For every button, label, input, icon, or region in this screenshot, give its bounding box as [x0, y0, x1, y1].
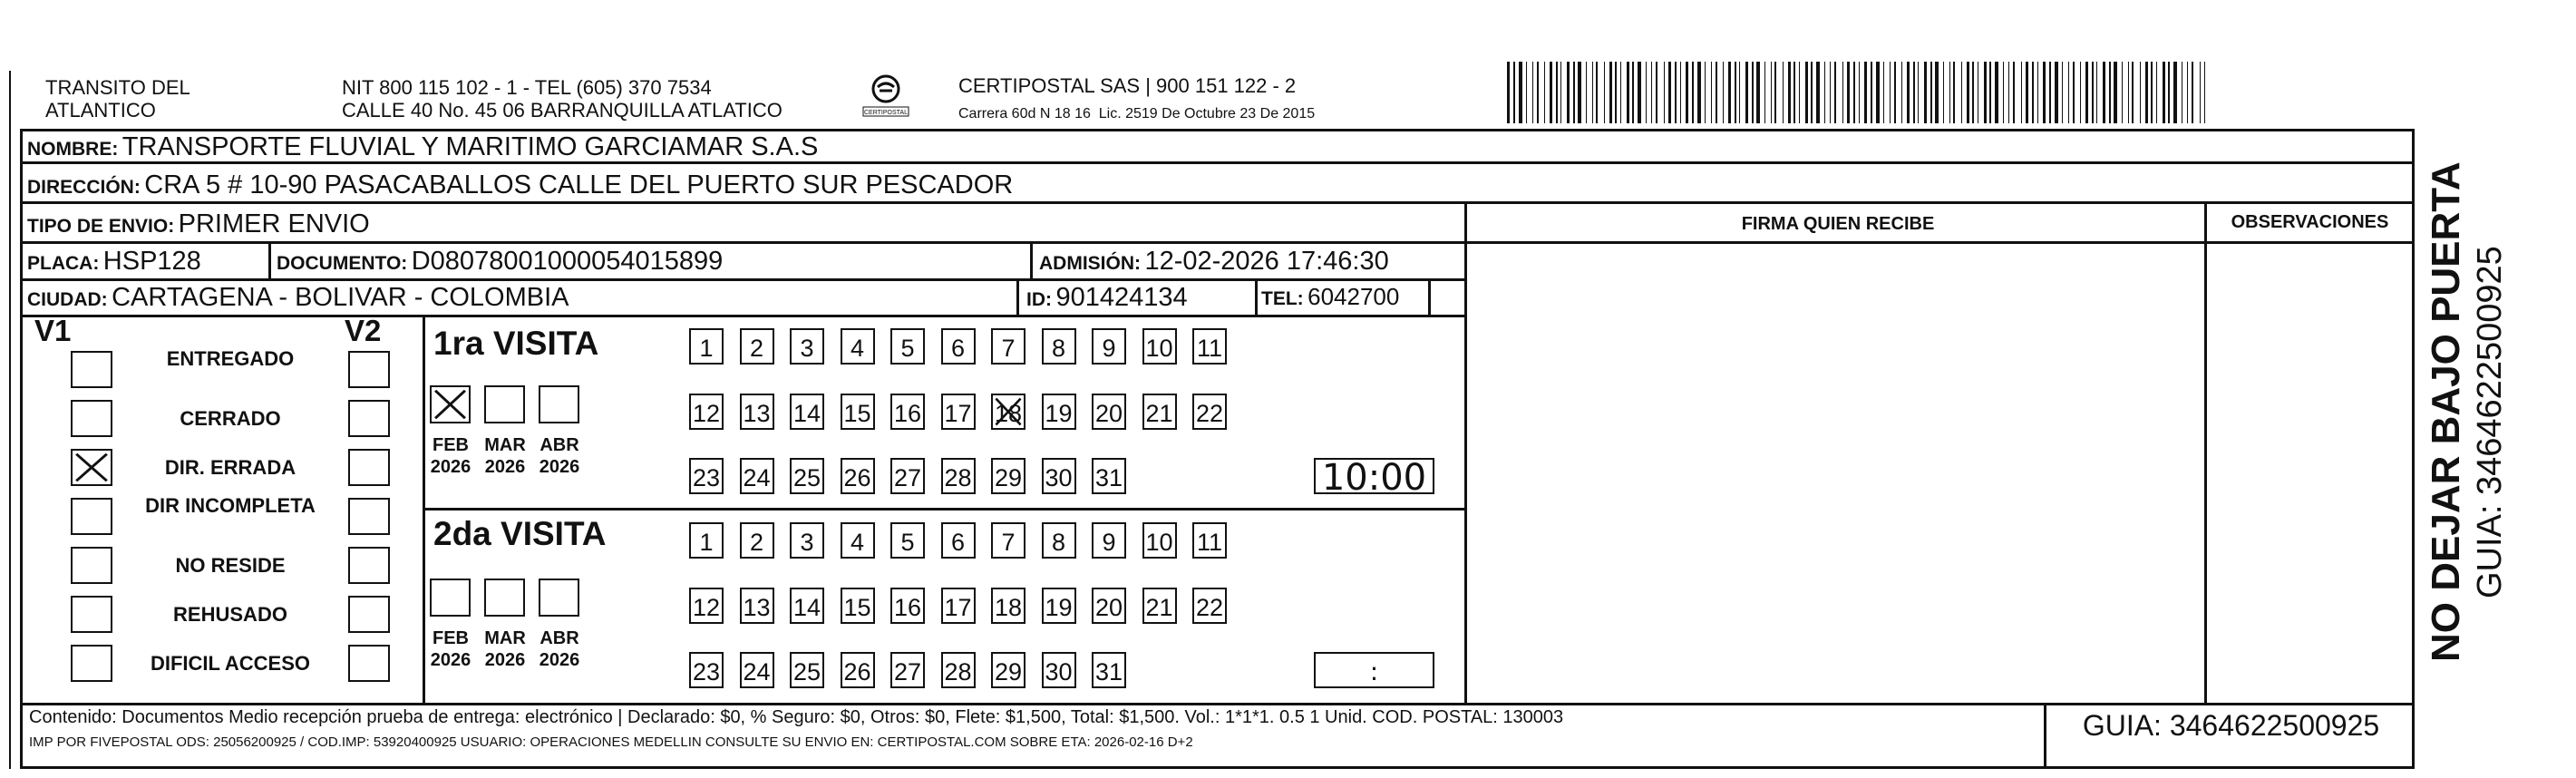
tipo-label: TIPO DE ENVIO: [27, 216, 175, 237]
contenido-line: Contenido: Documentos Medio recepción prueba de entrega: electrónico | Declarado: $0, % Seguro: $0, Otros: $0, Flete: $1,500, Total: $1,500. Vol.: 1*1*1. 0.5 1 Unid. COD. POSTAL: 130003 [29, 707, 1564, 727]
footer-guia: GUIA: 3464622500925 [2082, 709, 2380, 742]
month-label [478, 627, 532, 671]
firma-header: FIRMA QUIEN RECIBE [1741, 214, 1935, 234]
v1-checkbox[interactable] [71, 449, 112, 486]
documento-label: DOCUMENTO: [277, 253, 408, 274]
time-box[interactable]: 10:00 [1314, 458, 1434, 494]
imp-line: IMP POR FIVEPOSTAL ODS: 25056200925 / COD.IMP: 53920400925 USUARIO: OPERACIONES MEDELLIN CONSULTE SU ENVIO EN: CERTIPOSTAL.COM SOBRE ETA: 2026-02-16 D+2 [29, 734, 1193, 750]
side-guia: GUIA: 3464622500925 [2471, 246, 2509, 598]
month-checkbox[interactable] [430, 385, 471, 423]
day-box[interactable]: 26 [841, 458, 875, 494]
day-box[interactable]: 30 [1042, 652, 1076, 688]
month-name: FEB [433, 628, 469, 648]
line-row4 [20, 278, 1465, 281]
day-box[interactable]: 6 [941, 522, 976, 559]
certipostal-logo [858, 71, 914, 122]
tel-value: 6042700 [1307, 283, 1400, 310]
v2-checkbox[interactable] [348, 547, 390, 584]
month-label [532, 627, 587, 671]
barcode [1507, 62, 2205, 123]
day-box[interactable]: 26 [841, 652, 875, 688]
day-box[interactable]: 24 [740, 652, 774, 688]
line-row5 [20, 315, 1465, 317]
day-box[interactable]: 4 [841, 328, 875, 365]
month-label [423, 434, 478, 478]
v1-checkbox[interactable] [71, 400, 112, 437]
v2-checkbox[interactable] [348, 351, 390, 388]
day-box[interactable]: 18 [991, 394, 1026, 430]
side-warning: NO DEJAR BAJO PUERTA [2424, 161, 2468, 662]
line-footer [20, 703, 2415, 705]
day-box[interactable]: 15 [841, 588, 875, 624]
status-label: NO RESIDE [175, 554, 286, 577]
day-box[interactable]: 12 [689, 394, 724, 430]
day-box[interactable]: 31 [1092, 458, 1126, 494]
v1-checkbox[interactable] [71, 645, 112, 682]
status-label: REHUSADO [173, 603, 287, 626]
left-edge-mark [9, 71, 11, 769]
day-box[interactable]: 27 [890, 652, 925, 688]
month-year: 2026 [539, 650, 580, 670]
day-box[interactable]: 10 [1142, 522, 1177, 559]
day-box[interactable]: 2 [740, 328, 774, 365]
month-label [423, 627, 478, 671]
month-year: 2026 [539, 457, 580, 477]
v1-checkbox[interactable] [71, 498, 112, 535]
v1-checkbox[interactable] [71, 547, 112, 584]
month-label [532, 434, 587, 478]
id-cell [1026, 283, 1188, 313]
day-box[interactable]: 31 [1092, 652, 1126, 688]
status-label: DIFICIL ACCESO [150, 652, 310, 675]
month-name: FEB [433, 435, 469, 455]
month-checkbox[interactable] [539, 579, 579, 617]
day-box[interactable]: 17 [941, 588, 976, 624]
v1-checkbox[interactable] [71, 351, 112, 388]
id-value: 901424134 [1055, 283, 1188, 312]
day-box[interactable]: 7 [991, 522, 1026, 559]
frame-bottom [20, 766, 2415, 769]
day-box[interactable]: 4 [841, 522, 875, 559]
day-box[interactable]: 19 [1042, 588, 1076, 624]
address-line: CALLE 40 No. 45 06 BARRANQUILLA ATLATICO [342, 99, 783, 122]
day-box[interactable]: 25 [790, 652, 824, 688]
v1-checkbox[interactable] [71, 596, 112, 633]
status-label: CERRADO [180, 407, 281, 430]
v2-checkbox[interactable] [348, 596, 390, 633]
admision-cell [1039, 247, 1389, 277]
frame-right [2412, 129, 2415, 768]
day-box[interactable]: 29 [991, 652, 1026, 688]
day-box[interactable]: 10 [1142, 328, 1177, 365]
direccion-value: CRA 5 # 10-90 PASACABALLOS CALLE DEL PUERTO SUR PESCADOR [144, 170, 1014, 199]
month-checkbox[interactable] [430, 579, 471, 617]
day-box[interactable]: 19 [1042, 394, 1076, 430]
day-box[interactable]: 9 [1092, 328, 1126, 365]
courier-line: CERTIPOSTAL SAS | 900 151 122 - 2 [958, 74, 1297, 97]
documento-value: D08078001000054015899 [411, 247, 724, 276]
day-box[interactable]: 30 [1042, 458, 1076, 494]
month-year: 2026 [430, 457, 471, 477]
day-box[interactable]: 25 [790, 458, 824, 494]
line-firma-left [1464, 201, 1467, 705]
day-box[interactable]: 21 [1142, 588, 1177, 624]
day-box[interactable]: 5 [890, 328, 925, 365]
day-box[interactable]: 27 [890, 458, 925, 494]
month-year: 2026 [484, 457, 526, 477]
day-box[interactable]: 1 [689, 522, 724, 559]
v1-header: V1 [34, 314, 72, 347]
day-box[interactable]: 24 [740, 458, 774, 494]
status-label: DIR INCOMPLETA [145, 494, 316, 517]
line-row3 [20, 241, 2415, 244]
v2-checkbox[interactable] [348, 645, 390, 682]
line-doc-admision [1030, 241, 1033, 278]
direccion-row [27, 170, 1013, 200]
line-footer-guia [2044, 703, 2046, 767]
ciudad-cell [27, 283, 569, 313]
month-name: ABR [540, 435, 579, 455]
line-row2 [20, 201, 2415, 204]
day-box[interactable]: 15 [841, 394, 875, 430]
svg-text:CERTIPOSTAL: CERTIPOSTAL [864, 110, 908, 116]
courier-address: Carrera 60d N 18 16 Lic. 2519 De Octubre 23 De 2015 [958, 106, 1316, 122]
tipo-row [27, 209, 370, 239]
tel-cell [1261, 283, 1399, 311]
day-box[interactable]: 28 [941, 458, 976, 494]
line-ciudad-id [1016, 278, 1019, 315]
v2-checkbox[interactable] [348, 449, 390, 486]
status-label: DIR. ERRADA [164, 456, 296, 479]
month-checkbox[interactable] [484, 385, 525, 423]
month-label [478, 434, 532, 478]
day-box[interactable]: 16 [890, 394, 925, 430]
line-tel-end [1428, 278, 1431, 315]
line-visit-split [423, 508, 1465, 511]
day-box[interactable]: 5 [890, 522, 925, 559]
month-name: MAR [484, 628, 526, 648]
day-box[interactable]: 21 [1142, 394, 1177, 430]
day-box[interactable]: 8 [1042, 522, 1076, 559]
day-box[interactable]: 23 [689, 652, 724, 688]
day-box[interactable]: 8 [1042, 328, 1076, 365]
v2-checkbox[interactable] [348, 498, 390, 535]
ciudad-label: CIUDAD: [27, 289, 108, 310]
month-name: MAR [484, 435, 526, 455]
day-box[interactable]: 22 [1192, 394, 1227, 430]
month-year: 2026 [484, 650, 526, 670]
day-box[interactable]: 22 [1192, 588, 1227, 624]
day-box[interactable]: 11 [1192, 522, 1227, 559]
day-box[interactable]: 11 [1192, 328, 1227, 365]
day-box[interactable]: 14 [790, 588, 824, 624]
nombre-value: TRANSPORTE FLUVIAL Y MARITIMO GARCIAMAR S.A.S [122, 132, 819, 161]
admision-value: 12-02-2026 17:46:30 [1144, 247, 1389, 276]
day-box[interactable]: 28 [941, 652, 976, 688]
id-label: ID: [1026, 289, 1052, 310]
documento-cell [277, 247, 723, 277]
placa-label: PLACA: [27, 253, 100, 274]
day-box[interactable]: 18 [991, 588, 1026, 624]
day-box[interactable]: 1 [689, 328, 724, 365]
status-label: ENTREGADO [166, 347, 295, 370]
visit1-title: 1ra VISITA [433, 325, 599, 362]
tel-label: TEL: [1261, 288, 1304, 309]
day-box[interactable]: 2 [740, 522, 774, 559]
day-box[interactable]: 3 [790, 522, 824, 559]
observaciones-header: OBSERVACIONES [2231, 212, 2389, 232]
placa-value: HSP128 [102, 247, 201, 276]
day-box[interactable]: 6 [941, 328, 976, 365]
day-box[interactable]: 23 [689, 458, 724, 494]
admision-label: ADMISIÓN: [1039, 253, 1141, 274]
day-box[interactable]: 29 [991, 458, 1026, 494]
direccion-label: DIRECCIÓN: [27, 177, 141, 198]
time-box[interactable]: : [1314, 652, 1434, 688]
day-box[interactable]: 17 [941, 394, 976, 430]
tipo-value: PRIMER ENVIO [178, 209, 370, 238]
line-placa-doc [268, 241, 271, 278]
line-id-tel [1255, 278, 1258, 315]
day-box[interactable]: 12 [689, 588, 724, 624]
org-name-line2: ATLANTICO [45, 99, 156, 122]
day-box[interactable]: 13 [740, 588, 774, 624]
frame-left [20, 129, 23, 768]
day-box[interactable]: 16 [890, 588, 925, 624]
month-checkbox[interactable] [539, 385, 579, 423]
day-box[interactable]: 20 [1092, 588, 1126, 624]
month-year: 2026 [430, 650, 471, 670]
frame-top [20, 129, 2414, 131]
v2-header: V2 [345, 314, 382, 347]
placa-cell [27, 247, 201, 277]
nombre-label: NOMBRE: [27, 139, 119, 160]
day-box[interactable]: 7 [991, 328, 1026, 365]
ciudad-value: CARTAGENA - BOLIVAR - COLOMBIA [112, 283, 569, 312]
org-name-line1: TRANSITO DEL [45, 76, 190, 99]
nit-line: NIT 800 115 102 - 1 - TEL (605) 370 7534 [342, 76, 712, 99]
month-checkbox[interactable] [484, 579, 525, 617]
visit2-title: 2da VISITA [433, 515, 607, 552]
day-box[interactable]: 13 [740, 394, 774, 430]
v2-checkbox[interactable] [348, 400, 390, 437]
day-box[interactable]: 14 [790, 394, 824, 430]
day-box[interactable]: 20 [1092, 394, 1126, 430]
nombre-row [27, 132, 818, 162]
day-box[interactable]: 3 [790, 328, 824, 365]
line-obs-left [2204, 201, 2207, 705]
day-box[interactable]: 9 [1092, 522, 1126, 559]
month-name: ABR [540, 628, 579, 648]
